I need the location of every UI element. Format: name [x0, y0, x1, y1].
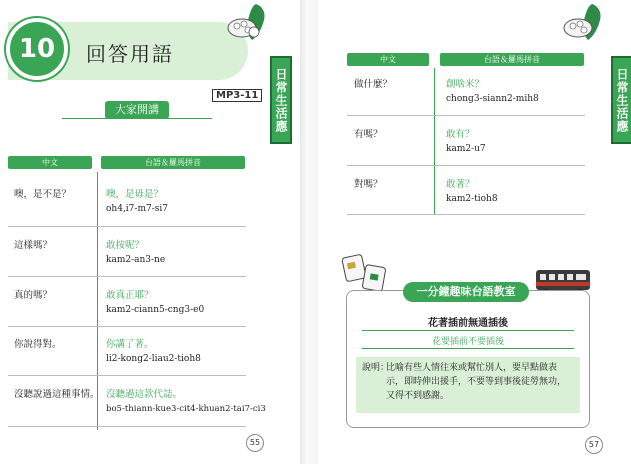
row-divider — [8, 375, 246, 376]
row-divider — [8, 276, 246, 277]
row-romanization: kam2-an3-ne — [106, 255, 166, 265]
row-divider — [347, 165, 585, 166]
proverb-chinese: 花著插前無通插後 — [428, 318, 508, 329]
section-underline — [62, 118, 212, 119]
row-romanization: bo5-thiann-kue3-cit4-khuan2-tai7-ci3 — [106, 404, 266, 414]
col-header-taiwanese: 台語＆羅馬拼音 — [440, 53, 584, 66]
row-chinese: 噢，是不是？ — [14, 189, 72, 200]
explanation-box — [356, 357, 580, 413]
lesson-title: 回答用語 — [86, 42, 174, 66]
row-chinese: 你說得對。 — [14, 339, 62, 350]
explanation-text: 比喻有些人情往來或幫忙別人，要早點做表示，即時伸出援手，不要等到事後徒勞無功，又得不到感謝。 — [386, 363, 567, 401]
row-chinese: 這樣嗎？ — [14, 240, 53, 251]
col-header-chinese: 中文 — [347, 53, 429, 66]
row-chinese: 真的嗎？ — [14, 290, 53, 301]
row-chinese: 做什麼？ — [354, 79, 393, 90]
row-divider — [8, 426, 246, 427]
proverb-divider — [362, 330, 574, 331]
lesson-number: 10 — [6, 18, 68, 80]
side-tab-left: 日常生活應用篇 — [270, 56, 292, 144]
taiwan-map-icon — [226, 2, 274, 42]
row-chinese: 沒聽說過這種事情。 — [14, 389, 100, 400]
row-taiwanese: 沒聽過這款代誌。 — [106, 389, 183, 400]
row-divider — [347, 115, 585, 116]
row-taiwanese: 敢著？ — [446, 179, 475, 190]
row-chinese: 對嗎？ — [354, 179, 383, 190]
row-taiwanese: 敢按呢？ — [106, 240, 145, 251]
row-divider — [8, 226, 246, 227]
row-taiwanese: 噢，是毋是？ — [106, 189, 164, 200]
row-romanization: li2-kong2-liau2-tioh8 — [106, 354, 201, 364]
page-number-left: 55 — [246, 434, 264, 452]
row-taiwanese: 敢有？ — [446, 129, 475, 140]
bowl-icon — [562, 2, 610, 42]
row-taiwanese: 你講了著。 — [106, 339, 154, 350]
row-romanization: kam2-tioh8 — [446, 194, 498, 204]
audio-track-label: MP3-11 — [212, 89, 262, 102]
col-header-chinese: 中文 — [8, 156, 92, 169]
row-divider — [347, 214, 585, 215]
side-tab-right: 日常生活應用篇 — [611, 56, 631, 144]
row-romanization: chong3-siann2-mih8 — [446, 94, 539, 104]
row-divider — [8, 326, 246, 327]
row-romanization: kam2-u7 — [446, 144, 486, 154]
book-gutter — [300, 0, 318, 464]
col-header-taiwanese: 台語＆羅馬拼音 — [101, 156, 245, 169]
row-taiwanese: 創啥米？ — [446, 79, 485, 90]
row-romanization: kam2-ciann5-cng3-e0 — [106, 305, 205, 315]
proverb-divider — [362, 348, 574, 349]
row-taiwanese: 敢真正耶？ — [106, 290, 154, 301]
explanation-label: 說明： — [362, 363, 390, 373]
fun-classroom-title: 一分鐘趣味台語教室 — [403, 282, 529, 302]
row-chinese: 有嗎？ — [354, 129, 383, 140]
row-romanization: oh4,i7-m7-si7 — [106, 204, 168, 214]
section-title: 大家開講 — [105, 101, 169, 119]
column-divider — [434, 68, 435, 214]
proverb-taiwanese: 花要插前不要插後 — [431, 337, 504, 347]
page-number-right: 57 — [585, 436, 603, 454]
